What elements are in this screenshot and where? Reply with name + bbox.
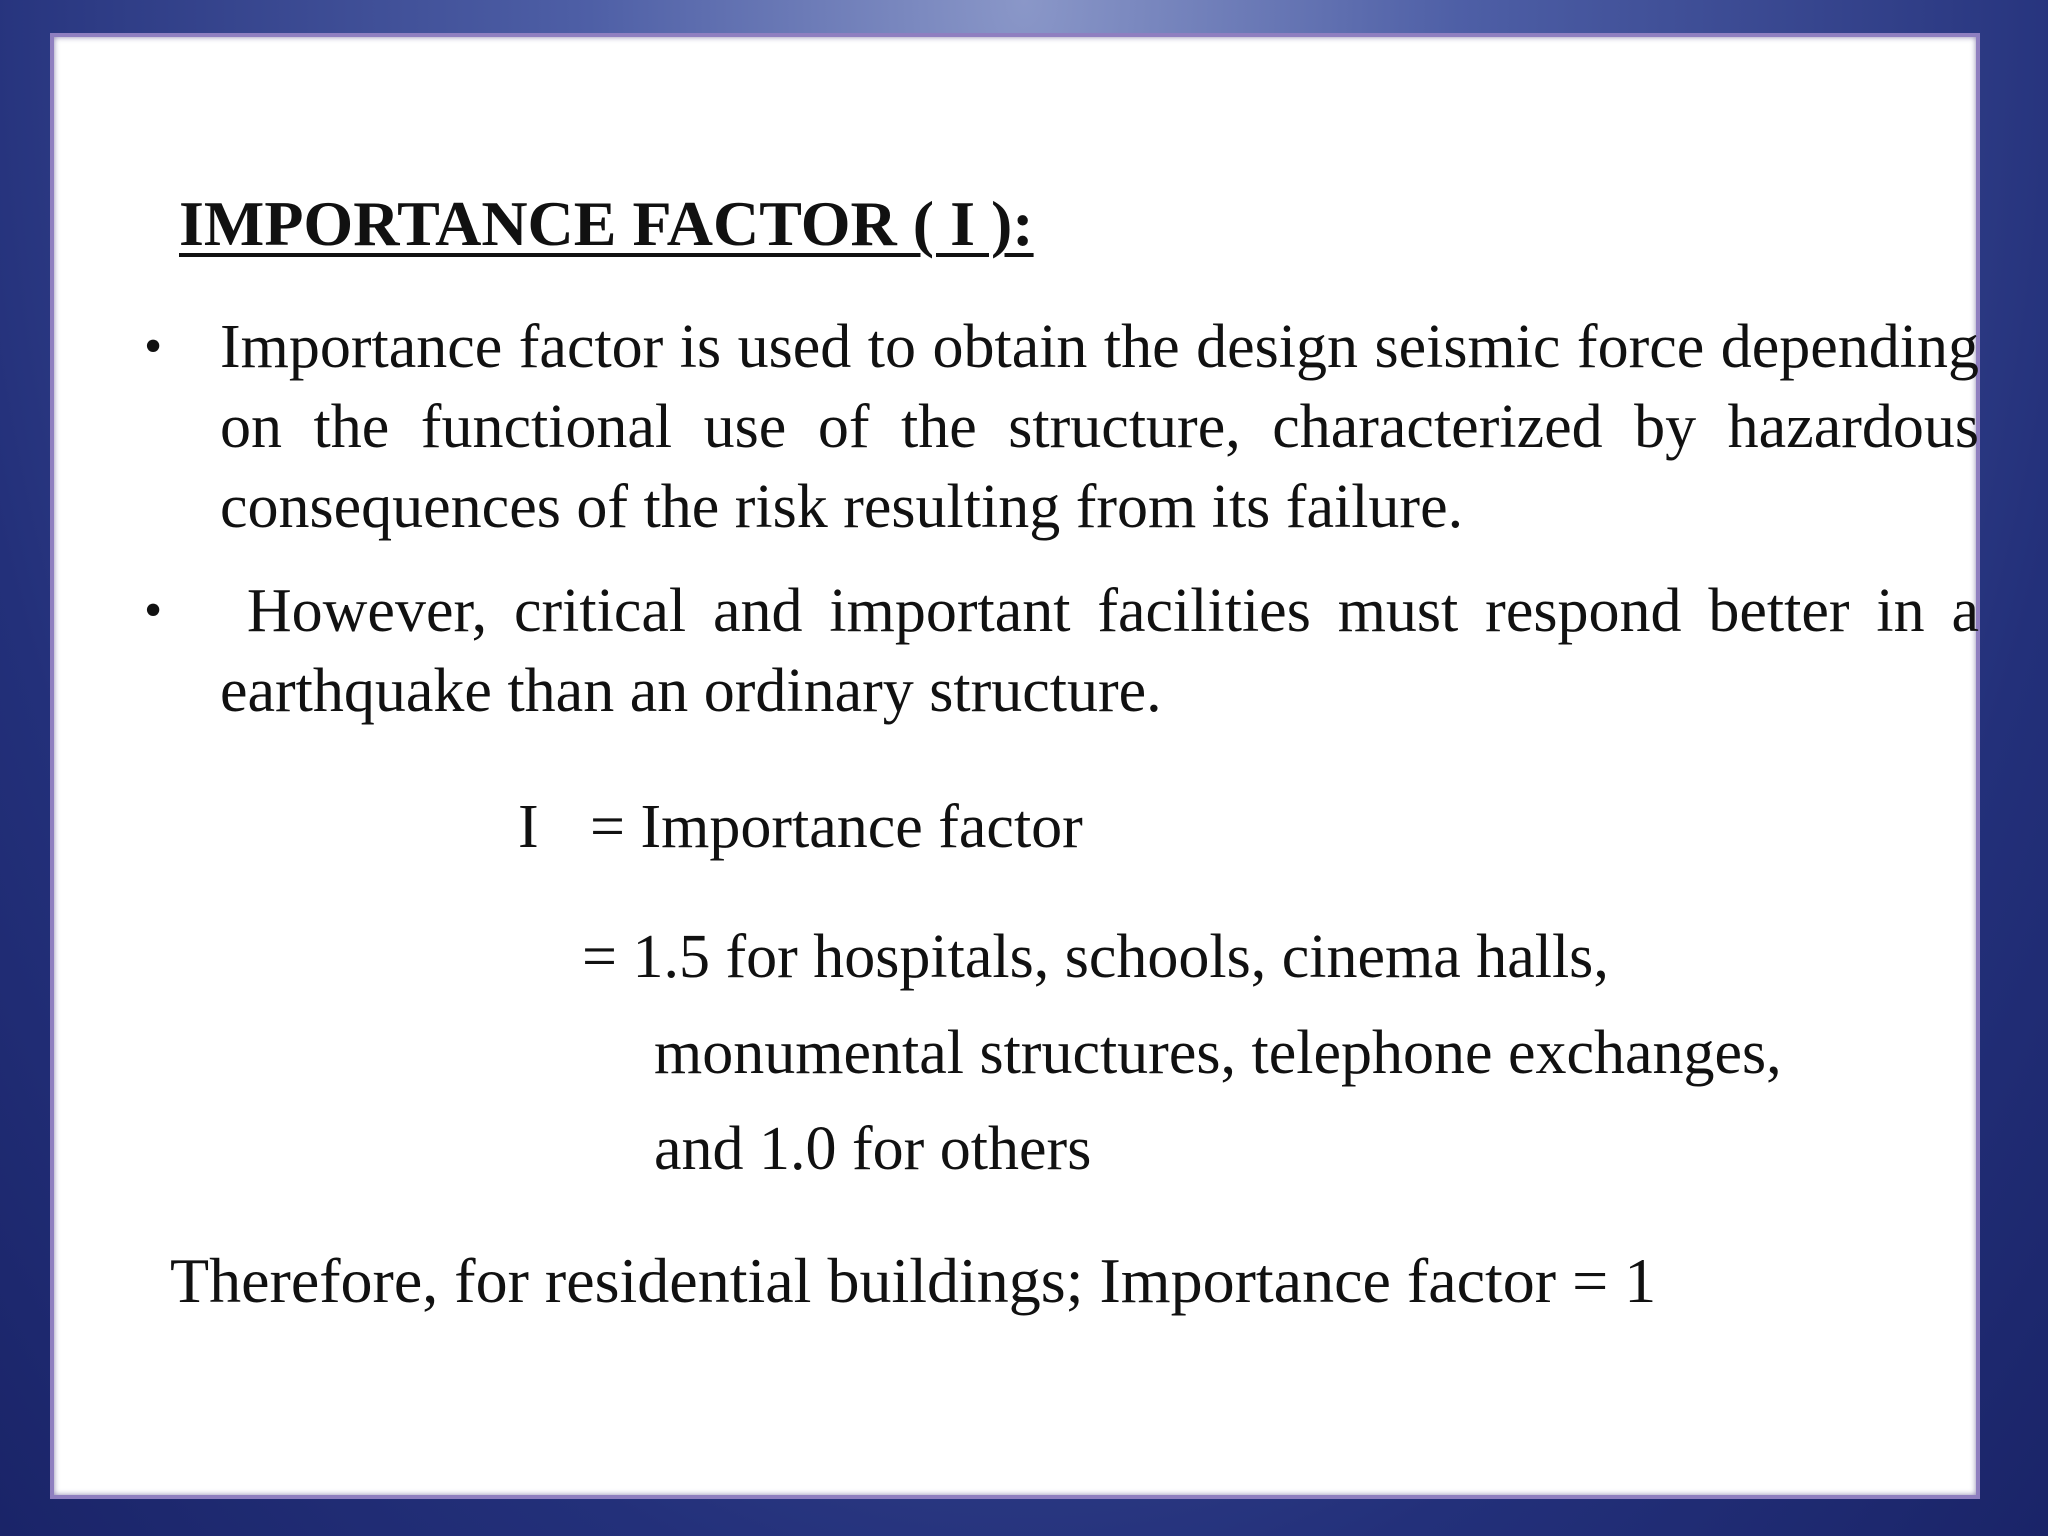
equation-value-line-2: monumental structures, telephone exchanges, [654, 1019, 1782, 1087]
slide-panel [50, 33, 1980, 1499]
bullet-icon: • [144, 582, 163, 639]
equation-value-line-3: and 1.0 for others [654, 1115, 1092, 1183]
bullet-list [144, 307, 1979, 755]
bullet-text-1: Importance factor is used to obtain the design seismic force depending on the functional use of the structure, characterized by hazardous consequences of the risk resulting from its failure. [220, 313, 1979, 541]
conclusion-text: Therefore, for residential buildings; Importance factor = 1 [170, 1245, 1657, 1316]
equation-definition-line [518, 787, 1083, 867]
bullet-text-2: However, critical and important facilities must respond better in a earthquake than an ordinary structure. [220, 577, 1979, 725]
bullet-item-2 [144, 571, 1979, 731]
equation-value-line-1: = 1.5 for hospitals, schools, cinema halls, [582, 923, 1609, 991]
bullet-item-1 [144, 307, 1979, 547]
slide-title: IMPORTANCE FACTOR ( I ): [179, 188, 1034, 259]
equation-symbol: I [518, 793, 539, 861]
bullet-icon: • [144, 318, 163, 375]
equation-definition: = Importance factor [590, 793, 1083, 861]
